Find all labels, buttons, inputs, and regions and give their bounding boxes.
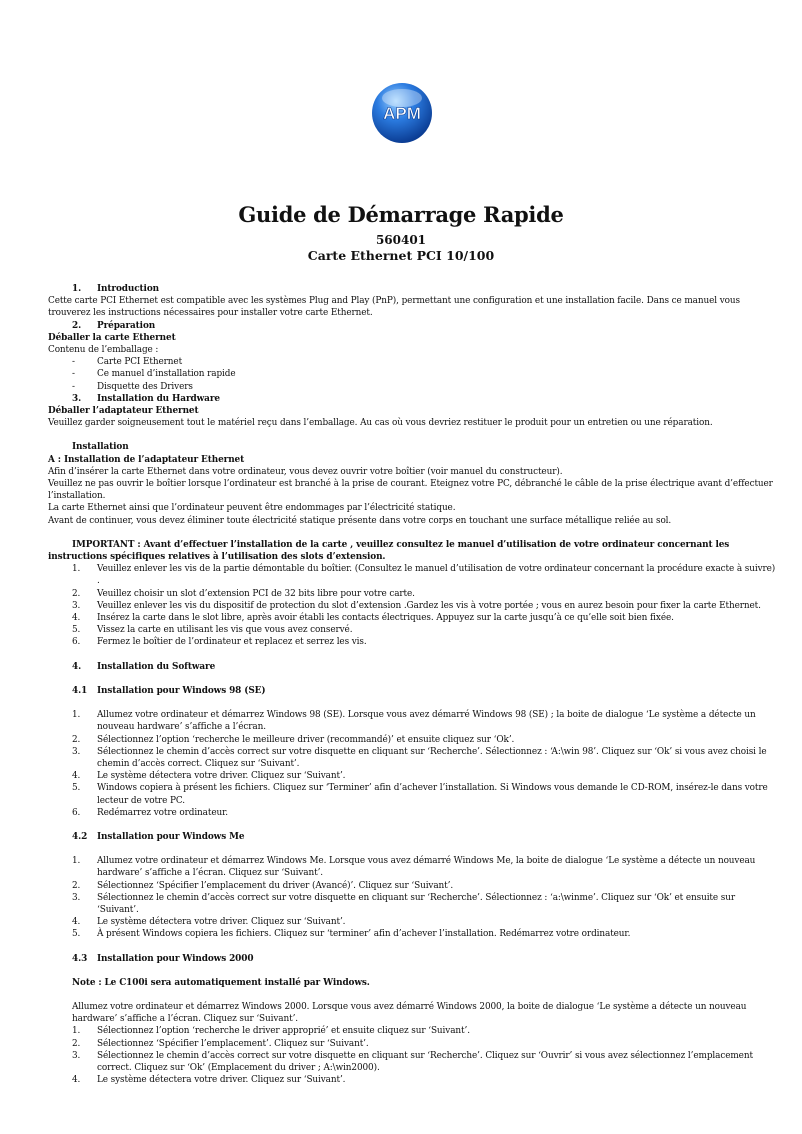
unpack-adapter-paragraph: Veuillez garder soigneusement tout le matériel reçu dans l’emballage. Au cas où vous devriez restituer le produit pour un entretien ou une réparation. <box>48 418 713 429</box>
list-item: 3. Sélectionnez le chemin d’accès correct sur votre disquette en cliquant sur ‘Recherche’. Sélectionnez : ‘A:\win 98’. Cliquez sur ‘Ok’ si vous avez choisi le chemin d’accès correct. Cliquez sur ‘Suivant’. <box>72 746 767 769</box>
list-item: 2. Sélectionnez ‘Spécifier l’emplacement du driver (Avancé)’. Cliquez sur ‘Suivant’. <box>72 880 454 891</box>
list-item: 6. Fermez le boîtier de l’ordinateur et replacez et serrez les vis. <box>72 637 367 648</box>
important-notice: IMPORTANT : Avant d’effectuer l’installation de la carte , veuillez consultez le manuel d’utilisation de votre ordinateur concernant les instructions spécifiques relatives à l’utilisation des slots d’extension. <box>48 539 730 563</box>
list-item: 4. Insérez la carte dans le slot libre, après avoir établi les contacts électriques. Appuyez sur la carte jusqu’à ce qu’elle soit bien fixée. <box>72 613 674 624</box>
install-paragraph-1: Afin d’insérer la carte Ethernet dans votre ordinateur, vous devez ouvrir votre boîtier (voir manuel du constructeur). <box>48 466 563 477</box>
list-item: 4. Le système détectera votre driver. Cliquez sur ‘Suivant’. <box>72 771 346 782</box>
list-item: 3. Sélectionnez le chemin d’accès correct sur votre disquette en cliquant sur ‘Recherche’. Cliquez sur ‘Ouvrir’ si vous avez sélectionnez l’emplacement correct. Cliquez sur ‘Ok’ (Emplacement du driver ; A:\win2000). <box>72 1050 753 1073</box>
unpack-adapter-heading: Déballer l’adaptateur Ethernet <box>48 406 199 417</box>
list-item: - Disquette des Drivers <box>72 381 193 392</box>
win2000-intro: Allumez votre ordinateur et démarrez Windows 2000. Lorsque vous avez démarré Windows 2000, la boite de dialogue ‘Le système a détecte un nouveau hardware’ s’affiche a l’écran. Cliquez sur ‘Suivant’. <box>72 1001 747 1025</box>
document-subtitle: Carte Ethernet PCI 10/100 <box>307 248 495 263</box>
list-item: 6. Redémarrez votre ordinateur. <box>72 807 228 818</box>
list-item: 5. Windows copiera à présent les fichiers. Cliquez sur ‘Terminer’ afin d’achever l’installation. Si Windows vous demande le CD-ROM, insérez-le dans votre lecteur de votre PC. <box>72 783 768 806</box>
install-paragraph-3: La carte Ethernet ainsi que l’ordinateur peuvent être endommages par l’électricité statique. <box>48 503 456 514</box>
list-item: 2. Veuillez choisir un slot d’extension PCI de 32 bits libre pour votre carte. <box>72 588 415 599</box>
subsection-win98-heading: 4.1 Installation pour Windows 98 (SE) <box>72 685 266 696</box>
list-item: 1. Allumez votre ordinateur et démarrez Windows Me. Lorsque vous avez démarré Windows Me, la boite de dialogue ‘Le système a détecte un nouveau hardware’ s’affiche a l’écran. Cliquez sur ‘Suivant’. <box>72 856 756 879</box>
list-item: 4. Le système détectera votre driver. Cliquez sur ‘Suivant’. <box>72 1075 346 1086</box>
section-preparation-heading: 2. Préparation <box>72 320 156 331</box>
subsection-winme-heading: 4.2 Installation pour Windows Me <box>72 831 245 842</box>
list-item: 1. Allumez votre ordinateur et démarrez Windows 98 (SE). Lorsque vous avez démarré Windows 98 (SE) ; la boite de dialogue ‘Le système a détecte un nouveau hardware’ s’affiche a l’écran. <box>72 710 756 733</box>
list-item: 2. Sélectionnez l’option ‘recherche le meilleure driver (recommandé)’ et ensuite cliquez sur ‘Ok’. <box>72 734 515 745</box>
intro-paragraph: Cette carte PCI Ethernet est compatible avec les systèmes Plug and Play (PnP), permettant une configuration et une installation facile. Dans ce manuel vous trouverez les instructions nécessaires pour installer votre carte Ethernet. <box>48 296 740 319</box>
subsection-win2000-heading: 4.3 Installation pour Windows 2000 <box>72 953 254 964</box>
list-item: - Ce manuel d’installation rapide <box>72 369 236 380</box>
list-item: 1. Veuillez enlever les vis de la partie démontable du boîtier. (Consultez le manuel d’utilisation de votre ordinateur concernant la procédure exacte à suivre) . <box>72 564 776 587</box>
document-body <box>48 283 778 1086</box>
logo-text: APM <box>383 104 421 123</box>
install-adapter-heading: A : Installation de l’adaptateur Ethernet <box>48 454 245 465</box>
unpack-card-heading: Déballer la carte Ethernet <box>48 332 176 343</box>
section-hardware-heading: 3. Installation du Hardware <box>72 393 220 404</box>
list-item: - Carte PCI Ethernet <box>72 357 183 368</box>
section-software-heading: 4. Installation du Software <box>72 661 216 672</box>
list-item: 3. Veuillez enlever les vis du dispositif de protection du slot d’extension .Gardez les vis à votre portée ; vous en aurez besoin pour fixer la carte Ethernet. <box>72 600 761 611</box>
win2000-note: Note : Le C100i sera automatiquement installé par Windows. <box>72 977 370 988</box>
list-item: 4. Le système détectera votre driver. Cliquez sur ‘Suivant’. <box>72 917 346 928</box>
apm-logo <box>371 82 433 144</box>
contents-label: Contenu de l’emballage : <box>48 345 159 356</box>
install-paragraph-2: Veuillez ne pas ouvrir le boîtier lorsque l’ordinateur est branché à la prise de courant. Eteignez votre PC, débranché le câble de la prise électrique avant d’effectuer l’installation. <box>48 479 773 502</box>
list-item: 1. Sélectionnez l’option ‘recherche le driver approprié’ et ensuite cliquez sur ‘Suivant’. <box>72 1026 470 1037</box>
document-title: Guide de Démarrage Rapide <box>238 202 564 227</box>
list-item: 5. Vissez la carte en utilisant les vis que vous avez conservé. <box>72 625 353 636</box>
install-paragraph-4: Avant de continuer, vous devez éliminer toute électricité statique présente dans votre corps en touchant une surface métallique reliée au sol. <box>48 515 672 526</box>
model-number: 560401 <box>375 233 427 247</box>
list-item: 3. Sélectionnez le chemin d’accès correct sur votre disquette en cliquant sur ‘Recherche’. Sélectionnez : ‘a:\winme’. Cliquez sur ‘Ok’ et ensuite sur ‘Suivant’. <box>72 892 735 915</box>
section-introduction-heading: 1. Introduction <box>72 284 160 294</box>
list-item: 5. À présent Windows copiera les fichiers. Cliquez sur ‘terminer’ afin d’achever l’installation. Redémarrez votre ordinateur. <box>72 929 631 940</box>
installation-heading: Installation <box>72 442 129 453</box>
list-item: 2. Sélectionnez ‘Spécifier l’emplacement’. Cliquez sur ‘Suivant’. <box>72 1038 369 1049</box>
